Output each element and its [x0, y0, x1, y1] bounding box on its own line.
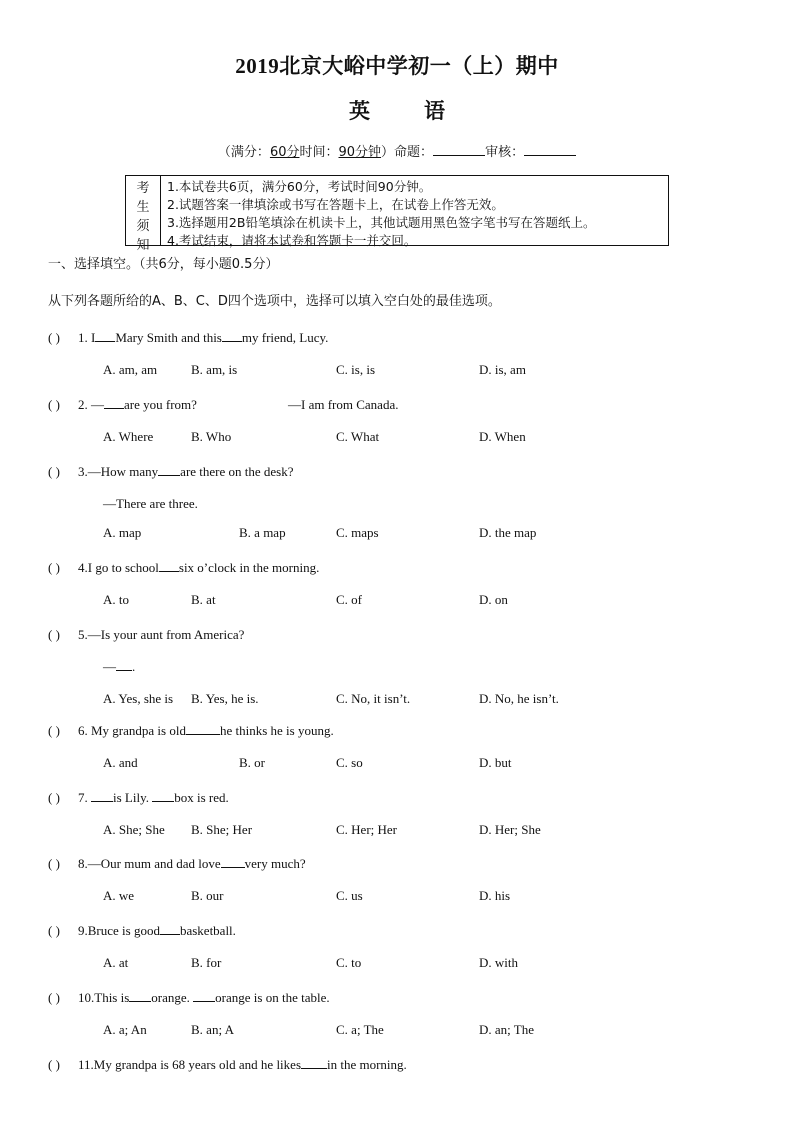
review-label: 审核：	[485, 145, 525, 160]
notice-label-char: 生	[136, 200, 150, 215]
option-choice[interactable]: C. is, is	[336, 362, 376, 377]
question-text: in the morning.	[327, 1057, 407, 1072]
notice-item: 1.本试卷共6页，满分60分，考试时间90分钟。	[167, 179, 432, 194]
question-text: box is red.	[174, 790, 229, 805]
exam-meta	[0, 141, 794, 160]
option-choice[interactable]: A. and	[103, 755, 138, 770]
answer-blank	[152, 790, 174, 802]
notice-label-char: 考	[136, 181, 150, 196]
option-choice[interactable]: A. a; An	[103, 1022, 147, 1037]
option-choice[interactable]: C. Her; Her	[336, 822, 398, 837]
option-choice[interactable]: A. to	[103, 592, 129, 607]
question-stem	[48, 1057, 407, 1073]
question-stem	[48, 790, 229, 806]
option-choice[interactable]: C. to	[336, 955, 362, 970]
option-choice[interactable]: A. Where	[103, 429, 154, 444]
answer-blank	[160, 923, 180, 935]
option-choice[interactable]: D. with	[479, 955, 518, 970]
section-instruction: 从下列各题所给的A、B、C、D四个选项中，选择可以填入空白处的最佳选项。	[48, 294, 501, 309]
time-label: 时间：	[299, 145, 339, 160]
answer-paren[interactable]: ( )	[48, 1057, 60, 1072]
option-choice[interactable]: D. his	[479, 888, 511, 903]
notice-item: 4.考试结束，请将本试卷和答题卡一并交回。	[167, 233, 417, 248]
notice-label	[126, 176, 161, 253]
notice-items	[161, 176, 668, 248]
reply-text	[103, 496, 198, 512]
option-choice[interactable]: D. on	[479, 592, 508, 607]
option-choice[interactable]: B. Yes, he is.	[191, 691, 259, 706]
question-text: is Lily.	[113, 790, 153, 805]
answer-paren[interactable]: ( )	[48, 560, 60, 575]
answer-blank	[186, 723, 220, 735]
option-choice[interactable]: B. am, is	[191, 362, 238, 377]
option-choice[interactable]: D. is, am	[479, 362, 526, 377]
answer-blank	[116, 659, 132, 671]
notice-item: 2.试题答案一律填涂或书写在答题卡上，在试卷上作答无效。	[167, 197, 504, 212]
option-choice[interactable]: B. or	[239, 755, 265, 770]
subject-char-1: 英	[349, 99, 370, 123]
notice-label-char: 须	[136, 219, 150, 234]
answer-blank	[222, 330, 242, 342]
answer-paren[interactable]: ( )	[48, 990, 60, 1005]
answer-paren[interactable]: ( )	[48, 723, 60, 738]
question-stem	[48, 627, 244, 643]
reply-text	[103, 659, 135, 675]
option-choice[interactable]: B. for	[191, 955, 222, 970]
time-value: 90分钟	[338, 145, 382, 160]
option-choice[interactable]: D. Her; She	[479, 822, 541, 837]
option-choice[interactable]: A. we	[103, 888, 135, 903]
answer-paren[interactable]: ( )	[48, 923, 60, 938]
question-text: 5.—Is your aunt from America?	[78, 627, 245, 642]
notice-box	[125, 175, 669, 253]
question-text: 2. —	[78, 397, 104, 412]
question-stem	[48, 923, 236, 939]
question-text: 11.My grandpa is 68 years old and he likes	[78, 1057, 301, 1072]
question-text: 4.I go to school	[78, 560, 159, 575]
question-stem	[48, 397, 197, 413]
exam-subject	[0, 95, 794, 125]
reply-dash: —There are three.	[103, 496, 198, 511]
option-choice[interactable]: B. at	[191, 592, 216, 607]
question-text: very much?	[244, 856, 306, 871]
question-stem	[48, 856, 306, 872]
question-text: six o’clock in the morning.	[178, 560, 320, 575]
option-choice[interactable]: B. a map	[239, 525, 286, 540]
question-text: my friend, Lucy.	[241, 330, 329, 345]
question-stem	[48, 560, 319, 576]
option-choice[interactable]: C. of	[336, 592, 362, 607]
question-text: orange is on the table.	[215, 990, 330, 1005]
question-stem	[48, 464, 294, 480]
question-text: 6. My grandpa is old	[78, 723, 186, 738]
option-choice[interactable]: C. so	[336, 755, 363, 770]
answer-paren[interactable]: ( )	[48, 464, 60, 479]
option-choice[interactable]: A. at	[103, 955, 129, 970]
review-blank	[524, 143, 576, 156]
reply-dash: —	[103, 659, 116, 674]
question-stem	[48, 990, 330, 1006]
option-choice[interactable]: D. No, he isn’t.	[479, 691, 559, 706]
answer-blank	[129, 990, 151, 1002]
option-choice[interactable]: D. When	[479, 429, 526, 444]
question-text: he thinks he is young.	[219, 723, 334, 738]
full-score: 60分	[269, 145, 300, 160]
option-choice[interactable]: C. No, it isn’t.	[336, 691, 411, 706]
setter-label: ）命题：	[381, 145, 434, 160]
answer-blank	[95, 330, 115, 342]
option-choice[interactable]: C. a; The	[336, 1022, 384, 1037]
option-choice[interactable]: C. maps	[336, 525, 379, 540]
option-choice[interactable]: B. She; Her	[191, 822, 253, 837]
exam-title: 2019北京大峪中学初一（上）期中	[235, 54, 559, 78]
option-choice[interactable]: B. Who	[191, 429, 232, 444]
answer-blank	[193, 990, 215, 1002]
answer-paren[interactable]: ( )	[48, 330, 60, 345]
answer-blank	[221, 856, 245, 868]
option-choice[interactable]: B. our	[191, 888, 224, 903]
answer-blank	[301, 1057, 327, 1069]
answer-paren[interactable]: ( )	[48, 397, 60, 412]
reply-tail: .	[132, 659, 136, 674]
answer-blank	[104, 397, 124, 409]
question-text: 8.—Our mum and dad love	[78, 856, 221, 871]
setter-blank	[433, 143, 485, 156]
question-text: 9.Bruce is good	[78, 923, 160, 938]
option-choice[interactable]: D. the map	[479, 525, 537, 540]
meta-open: （满分：	[217, 145, 270, 160]
question-text: 7.	[78, 790, 91, 805]
option-choice[interactable]: A. map	[103, 525, 142, 540]
question-text: Mary Smith and this	[115, 330, 222, 345]
option-choice[interactable]: D. an; The	[479, 1022, 534, 1037]
answer-blank	[158, 464, 180, 476]
option-choice[interactable]: A. am, am	[103, 362, 158, 377]
question-text: 3.—How many	[78, 464, 159, 479]
option-choice[interactable]: B. an; A	[191, 1022, 234, 1037]
answer-paren[interactable]: ( )	[48, 856, 60, 871]
notice-item: 3.选择题用2B铅笔填涂在机读卡上，其他试题用黑色签字笔书写在答题纸上。	[167, 215, 596, 230]
notice-label-char: 知	[136, 238, 150, 253]
answer-paren[interactable]: ( )	[48, 790, 60, 805]
question-text: are you from?	[124, 397, 197, 412]
option-choice[interactable]: C. What	[336, 429, 380, 444]
option-choice[interactable]: D. but	[479, 755, 512, 770]
answer-paren[interactable]: ( )	[48, 627, 60, 642]
option-choice[interactable]: A. She; She	[103, 822, 165, 837]
question-text: 1. I	[78, 330, 96, 345]
subject-char-2: 语	[424, 99, 445, 123]
question-stem	[48, 330, 328, 346]
reply-text: —I am from Canada.	[288, 397, 399, 412]
answer-blank	[159, 560, 179, 572]
option-choice[interactable]: A. Yes, she is	[103, 691, 174, 706]
question-text: 10.This is	[78, 990, 130, 1005]
question-text: orange.	[151, 990, 194, 1005]
question-text: basketball.	[179, 923, 236, 938]
section-heading: 一、选择填空。（共6分，每小题0.5分）	[48, 257, 279, 272]
option-choice[interactable]: C. us	[336, 888, 363, 903]
question-stem	[48, 723, 334, 739]
answer-blank	[91, 790, 113, 802]
question-text: are there on the desk?	[180, 464, 294, 479]
